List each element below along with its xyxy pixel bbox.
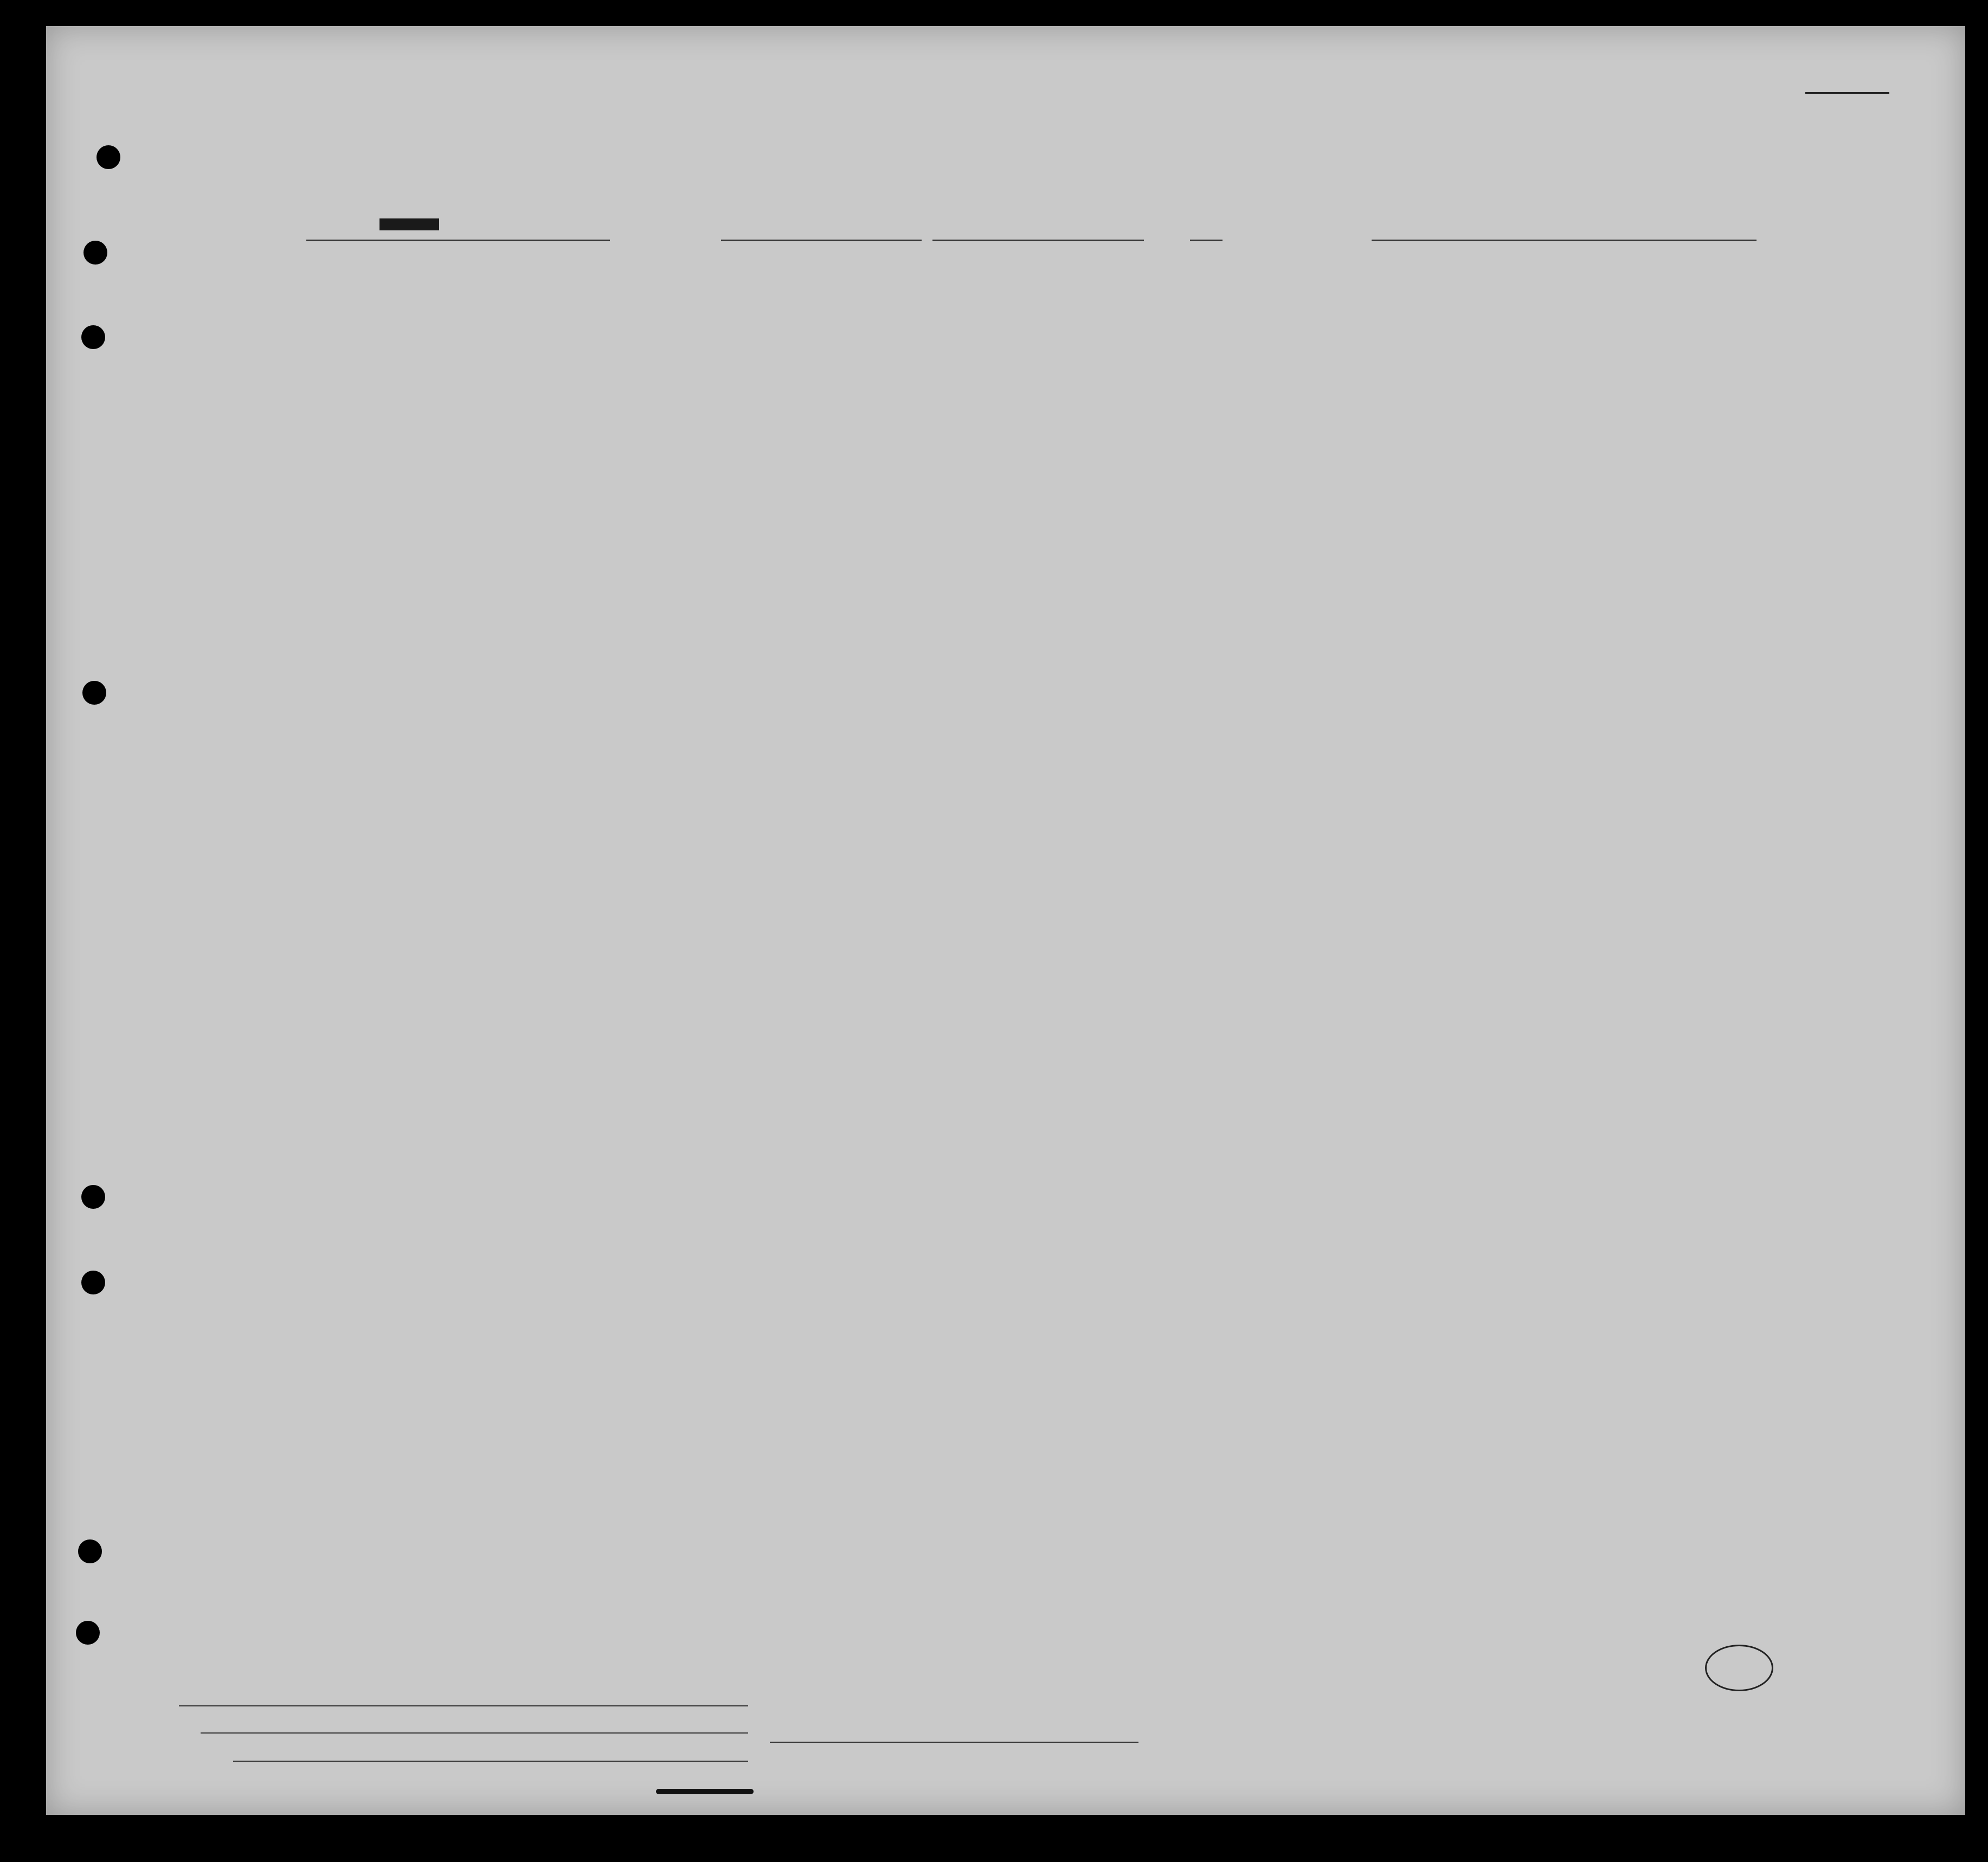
signature-underline (770, 1742, 1138, 1743)
agents-underline (233, 1761, 748, 1762)
count-circle (1705, 1645, 1773, 1691)
line-underline (179, 1705, 748, 1706)
owners-underline (201, 1732, 748, 1734)
smudge (656, 1789, 754, 1794)
